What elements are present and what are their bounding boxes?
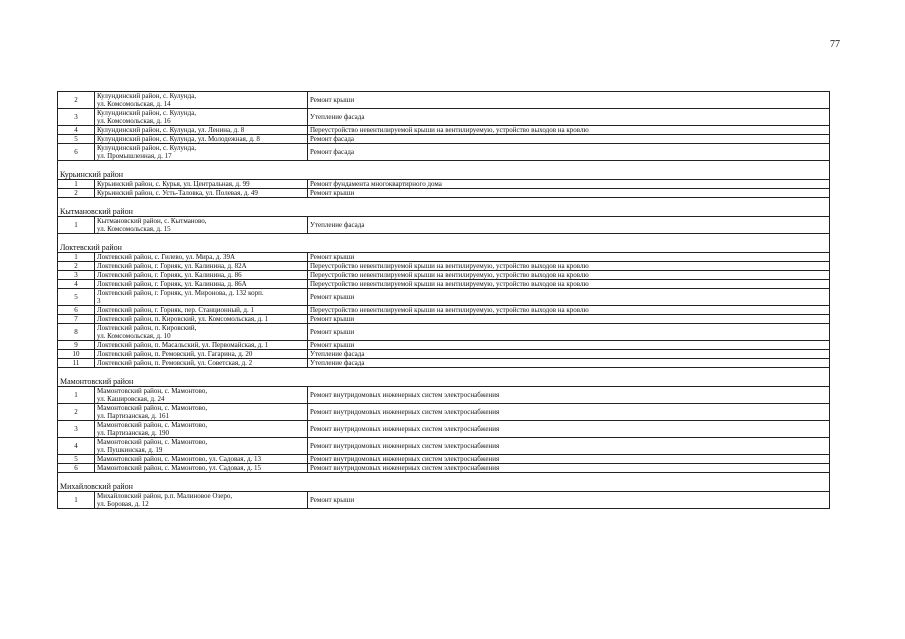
table-row xyxy=(58,271,830,280)
row-work-type: Ремонт фундамента многоквартирного дома xyxy=(308,180,830,189)
table-row xyxy=(58,253,830,262)
row-work-type: Переустройство невентилируемой крыши на вентилируемую, устройство выходов на кровлю xyxy=(308,271,830,280)
section-title: Локтевский район xyxy=(58,234,830,253)
row-address: Кулундинский район, с. Кулунда, ул. Промышленная, д. 17 xyxy=(95,144,308,161)
table-row xyxy=(58,455,830,464)
repair-table xyxy=(57,91,830,509)
row-work-type: Ремонт крыши xyxy=(308,341,830,350)
page-number: 77 xyxy=(830,39,840,50)
row-work-type: Ремонт внутридомовых инженерных систем электроснабжения xyxy=(308,387,830,404)
row-address: Кытмановский район, с. Кытманово, ул. Комсомольская, д. 15 xyxy=(95,217,308,234)
row-work-type: Ремонт крыши xyxy=(308,324,830,341)
table-row xyxy=(58,359,830,368)
row-work-type: Переустройство невентилируемой крыши на вентилируемую, устройство выходов на кровлю xyxy=(308,262,830,271)
table-row xyxy=(58,217,830,234)
row-work-type: Утепление фасада xyxy=(308,350,830,359)
row-work-type: Ремонт внутридомовых инженерных систем электроснабжения xyxy=(308,455,830,464)
row-number: 10 xyxy=(58,350,95,359)
row-address: Кулундинский район, с. Кулунда, ул. Молодежная, д. 8 xyxy=(95,135,308,144)
table-row xyxy=(58,92,830,109)
row-number: 3 xyxy=(58,421,95,438)
table-row xyxy=(58,492,830,509)
row-address: Локтевский район, г. Горняк, ул. Калинина, д. 86А xyxy=(95,280,308,289)
row-number: 5 xyxy=(58,289,95,306)
row-work-type: Ремонт внутридомовых инженерных систем электроснабжения xyxy=(308,404,830,421)
row-number: 7 xyxy=(58,315,95,324)
row-work-type: Ремонт крыши xyxy=(308,492,830,509)
row-number: 3 xyxy=(58,271,95,280)
table-row xyxy=(58,350,830,359)
row-number: 1 xyxy=(58,253,95,262)
section-row xyxy=(58,473,830,492)
row-address: Локтевский район, п. Кировский, ул. Комсомольская, д. 1 xyxy=(95,315,308,324)
table-row xyxy=(58,306,830,315)
row-work-type: Переустройство невентилируемой крыши на вентилируемую, устройство выходов на кровлю xyxy=(308,126,830,135)
row-work-type: Ремонт фасада xyxy=(308,135,830,144)
section-row xyxy=(58,161,830,180)
row-address: Мамонтовский район, с. Мамонтово, ул. Садовая, д. 13 xyxy=(95,455,308,464)
row-work-type: Утепление фасада xyxy=(308,109,830,126)
row-address: Локтевский район, п. Ремовский, ул. Гагарина, д. 20 xyxy=(95,350,308,359)
row-number: 5 xyxy=(58,455,95,464)
table-row xyxy=(58,324,830,341)
row-address: Локтевский район, г. Горняк, ул. Калинина, д. 86 xyxy=(95,271,308,280)
row-address: Курьинский район, с. Курья, ул. Центральная, д. 99 xyxy=(95,180,308,189)
row-number: 1 xyxy=(58,387,95,404)
row-work-type: Ремонт внутридомовых инженерных систем электроснабжения xyxy=(308,421,830,438)
row-address: Локтевский район, п. Масальский, ул. Первомайская, д. 1 xyxy=(95,341,308,350)
row-address: Кулундинский район, с. Кулунда, ул. Ленина, д. 8 xyxy=(95,126,308,135)
row-address: Локтевский район, с. Гилево, ул. Мира, д. 39А xyxy=(95,253,308,262)
section-row xyxy=(58,234,830,253)
table-row xyxy=(58,464,830,473)
section-row xyxy=(58,198,830,217)
table-row xyxy=(58,189,830,198)
row-address: Мамонтовский район, с. Мамонтово, ул. Садовая, д. 15 xyxy=(95,464,308,473)
table-row xyxy=(58,289,830,306)
row-work-type: Ремонт фасада xyxy=(308,144,830,161)
row-address: Курьинский район, с. Усть-Таловка, ул. Полевая, д. 49 xyxy=(95,189,308,198)
row-address: Локтевский район, г. Горняк, ул. Миронова, д. 132 корп. 3 xyxy=(95,289,308,306)
section-title: Курьинский район xyxy=(58,161,830,180)
table-row xyxy=(58,126,830,135)
row-work-type: Ремонт крыши xyxy=(308,289,830,306)
row-address: Мамонтовский район, с. Мамонтово, ул. Кашировская, д. 24 xyxy=(95,387,308,404)
row-address: Мамонтовский район, с. Мамонтово, ул. Партизанская, д. 161 xyxy=(95,404,308,421)
row-number: 4 xyxy=(58,126,95,135)
row-work-type: Ремонт внутридомовых инженерных систем электроснабжения xyxy=(308,438,830,455)
table-row xyxy=(58,315,830,324)
row-work-type: Переустройство невентилируемой крыши на вентилируемую, устройство выходов на кровлю xyxy=(308,280,830,289)
row-number: 1 xyxy=(58,180,95,189)
row-number: 5 xyxy=(58,135,95,144)
row-number: 1 xyxy=(58,217,95,234)
row-work-type: Ремонт внутридомовых инженерных систем электроснабжения xyxy=(308,464,830,473)
table-row xyxy=(58,109,830,126)
table-row xyxy=(58,144,830,161)
row-address: Мамонтовский район, с. Мамонтово, ул. Партизанская, д. 190 xyxy=(95,421,308,438)
table-row xyxy=(58,135,830,144)
table-row xyxy=(58,341,830,350)
row-number: 6 xyxy=(58,144,95,161)
row-number: 6 xyxy=(58,464,95,473)
table-row xyxy=(58,280,830,289)
table-row xyxy=(58,180,830,189)
row-address: Мамонтовский район, с. Мамонтово, ул. Пушкинская, д. 19 xyxy=(95,438,308,455)
table-row xyxy=(58,404,830,421)
row-address: Кулундинский район, с. Кулунда, ул. Комсомольская, д. 14 xyxy=(95,92,308,109)
row-address: Кулундинский район, с. Кулунда, ул. Комсомольская, д. 16 xyxy=(95,109,308,126)
row-number: 6 xyxy=(58,306,95,315)
row-number: 2 xyxy=(58,189,95,198)
section-title: Мамонтовский район xyxy=(58,368,830,387)
row-work-type: Ремонт крыши xyxy=(308,189,830,198)
table-row xyxy=(58,438,830,455)
row-work-type: Ремонт крыши xyxy=(308,92,830,109)
row-number: 9 xyxy=(58,341,95,350)
section-title: Кытмановский район xyxy=(58,198,830,217)
row-work-type: Утепление фасада xyxy=(308,217,830,234)
row-work-type: Утепление фасада xyxy=(308,359,830,368)
row-work-type: Ремонт крыши xyxy=(308,315,830,324)
table-row xyxy=(58,262,830,271)
row-number: 3 xyxy=(58,109,95,126)
row-number: 2 xyxy=(58,404,95,421)
table-row xyxy=(58,421,830,438)
row-number: 4 xyxy=(58,438,95,455)
row-address: Локтевский район, п. Кировский, ул. Комсомольская, д. 10 xyxy=(95,324,308,341)
section-title: Михайловский район xyxy=(58,473,830,492)
row-number: 4 xyxy=(58,280,95,289)
row-number: 8 xyxy=(58,324,95,341)
row-number: 1 xyxy=(58,492,95,509)
row-address: Локтевский район, г. Горняк, ул. Калинина, д. 82А xyxy=(95,262,308,271)
section-row xyxy=(58,368,830,387)
row-number: 2 xyxy=(58,262,95,271)
row-number: 11 xyxy=(58,359,95,368)
row-address: Локтевский район, п. Ремовский, ул. Советская, д. 2 xyxy=(95,359,308,368)
row-address: Михайловский район, р.п. Малиновое Озеро, ул. Боровая, д. 12 xyxy=(95,492,308,509)
table-row xyxy=(58,387,830,404)
row-address: Локтевский район, г. Горняк, пер. Станционный, д. 1 xyxy=(95,306,308,315)
row-number: 2 xyxy=(58,92,95,109)
row-work-type: Ремонт крыши xyxy=(308,253,830,262)
row-work-type: Переустройство невентилируемой крыши на вентилируемую, устройство выходов на кровлю xyxy=(308,306,830,315)
